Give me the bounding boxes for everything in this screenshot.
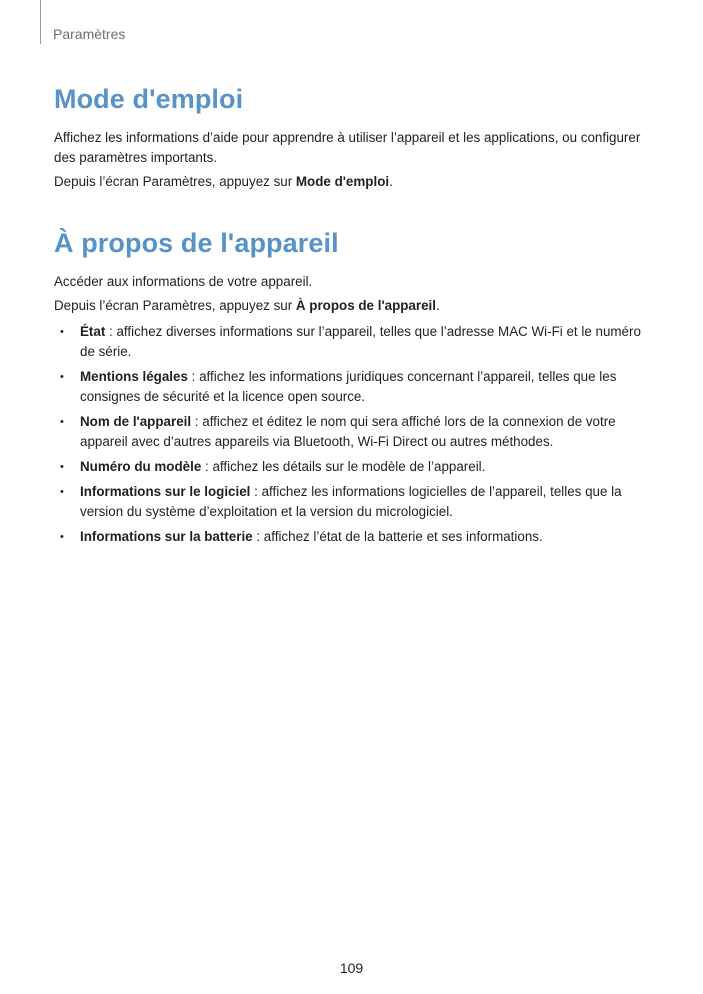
list-item-term: Numéro du modèle (80, 459, 202, 474)
list-item (54, 527, 654, 547)
instruction-end: . (435, 298, 440, 313)
instruction-menu-item: Mode d'emploi (295, 174, 390, 189)
info-list (54, 322, 654, 547)
list-item-text: : affichez les détails sur le modèle de l’appareil. (201, 459, 486, 474)
section-description: Accéder aux informations de votre appareil. (54, 274, 313, 289)
instruction-end: . (389, 174, 393, 189)
bullet-icon: • (60, 486, 64, 498)
running-header: Paramètres (53, 26, 126, 42)
list-item (54, 322, 654, 362)
list-item-term: Nom de l'appareil (80, 414, 192, 429)
list-item-text: : affichez diverses informations sur l’appareil, telles que l’adresse MAC Wi-Fi et le numéro de série. (80, 324, 641, 359)
bullet-icon: • (60, 531, 64, 543)
page-number: 109 (339, 960, 364, 976)
section-about-device (54, 226, 654, 552)
list-item-term: Informations sur la batterie (80, 529, 253, 544)
instruction-menu-item: À propos de l'appareil (295, 298, 436, 313)
section-title: À propos de l'appareil (54, 228, 339, 258)
bullet-icon: • (60, 371, 64, 383)
list-item-term: Informations sur le logiciel (80, 484, 251, 499)
bullet-icon: • (60, 326, 64, 338)
list-item-text: : affichez l’état de la batterie et ses informations. (252, 529, 543, 544)
list-item-text: : affichez les informations juridiques concernant l’appareil, telles que les consignes de sécurité et la licence open source. (80, 369, 617, 404)
list-item-text: : affichez et éditez le nom qui sera affiché lors de la connexion de votre appareil avec d’autres appareils via Bluetooth, Wi-Fi Direct ou autres méthodes. (80, 414, 616, 449)
bullet-icon: • (60, 461, 64, 473)
list-item-term: État (80, 324, 106, 339)
section-instruction (54, 172, 654, 192)
header-rule (40, 0, 41, 44)
list-item-term: Mentions légales (80, 369, 188, 384)
list-item (54, 367, 654, 407)
section-title: Mode d'emploi (54, 84, 244, 114)
list-item-text: : affichez les informations logicielles de l’appareil, telles que la version du système d’exploitation et la version du micrologiciel. (80, 484, 622, 519)
list-item (54, 457, 654, 477)
section-instruction (54, 296, 654, 316)
instruction-text: Depuis l’écran Paramètres, appuyez sur (54, 298, 296, 313)
list-item (54, 482, 654, 522)
section-user-manual (54, 82, 654, 196)
list-item (54, 412, 654, 452)
bullet-icon: • (60, 416, 64, 428)
section-description: Affichez les informations d’aide pour apprendre à utiliser l’appareil et les applications, ou configurer des paramètres importants. (54, 130, 641, 165)
instruction-text: Depuis l’écran Paramètres, appuyez sur (54, 174, 296, 189)
